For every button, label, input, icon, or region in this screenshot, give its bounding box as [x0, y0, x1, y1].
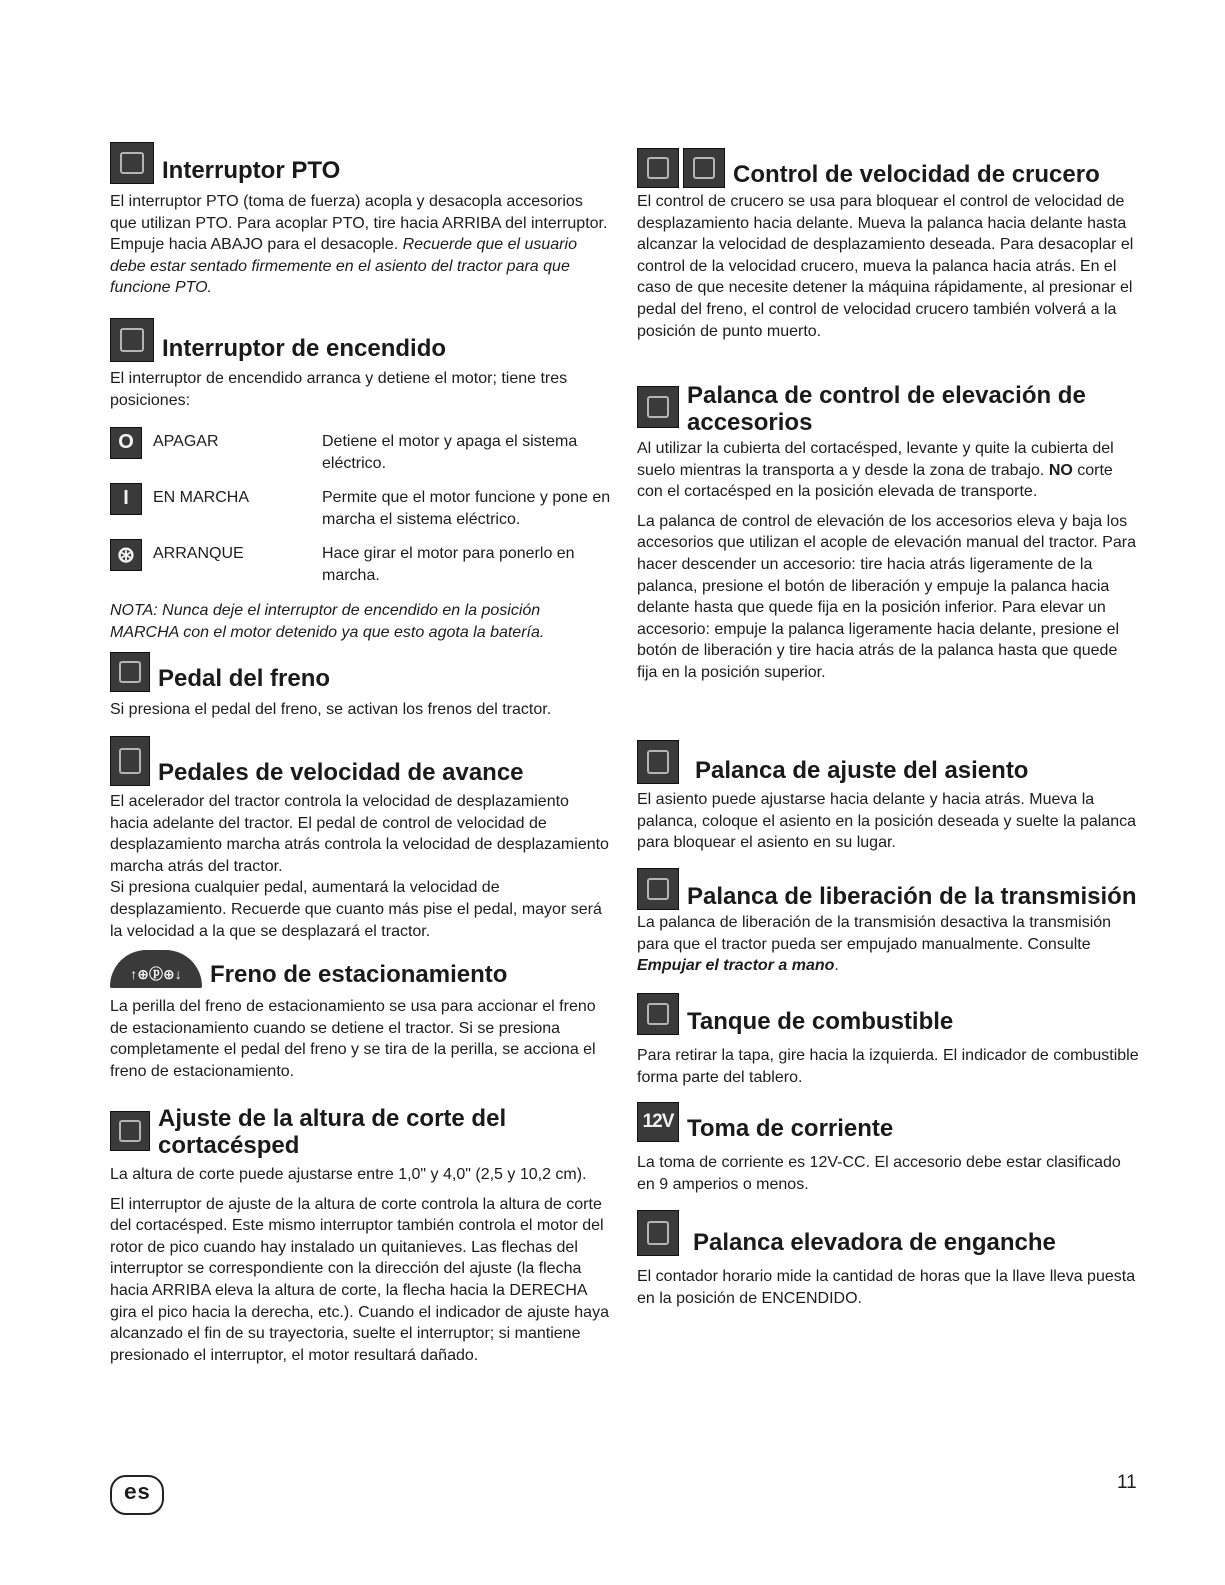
cruise-body: El control de crucero se usa para bloquear el control de velocidad de desplazamiento hacia delante. Mueva la palanca hacia delante hasta alcanzar la velocidad de desplazamiento deseada. Para desacoplar el control de la velocidad crucero, mueva la palanca hacia atrás. En el caso de que necesite detener la máquina rápidamente, al presionar el pedal del freno, el control de velocidad crucero también volverá a la posición de punto muerto.	[637, 193, 1134, 340]
transmission-title: Palanca de liberación de la transmisión	[687, 883, 1137, 910]
seat-title: Palanca de ajuste del asiento	[695, 757, 1029, 784]
section-pto	[110, 142, 610, 299]
ignition-position-off	[110, 427, 610, 477]
ignition-position-run	[110, 483, 610, 533]
push-tractor-link[interactable]: Empujar el tractor a mano	[637, 957, 835, 975]
cut-height-title: Ajuste de la altura de corte del cortacésped	[158, 1105, 507, 1159]
lift-body-1: Al utilizar la cubierta del cortacésped, levante y quite la cubierta del suelo mientras la transporta a y desde la zona de trabajo.	[637, 440, 1114, 479]
speed-pedals-body-2: Si presiona cualquier pedal, aumentará la velocidad de desplazamiento. Recuerde que cuanto más pise el pedal, mayor será la velocidad a la que se desplazará el tractor.	[110, 879, 602, 940]
power-outlet-body: La toma de corriente es 12V-CC. El accesorio debe estar clasificado en 9 amperios o menos.	[637, 1154, 1121, 1193]
brake-body: Si presiona el pedal del freno, se activan los frenos del tractor.	[110, 701, 552, 718]
ignition-position-start	[110, 539, 610, 589]
start-position-icon: ⊛	[110, 539, 142, 571]
fuel-tank-icon	[637, 993, 679, 1035]
parking-brake-title: Freno de estacionamiento	[210, 961, 508, 988]
page-number: 11	[1117, 1472, 1137, 1493]
section-power-outlet	[637, 1102, 1142, 1195]
lift-no-warning: NO	[1048, 461, 1073, 479]
fuel-body: Para retirar la tapa, gire hacia la izquierda. El indicador de combustible forma parte del tablero.	[637, 1047, 1139, 1086]
section-transmission: Palanca de liberación de la transmisión La palanca de liberación de la transmisión desactiva la transmisión para que el tractor pueda ser empujado manualmente. Consulte Empujar el tractor a mano.	[637, 868, 1142, 977]
speed-pedal-icon	[110, 736, 150, 786]
position-label: EN MARCHA	[153, 489, 250, 506]
brake-pedal-icon	[110, 652, 150, 692]
power-outlet-title: Toma de corriente	[687, 1115, 894, 1142]
position-label: ARRANQUE	[153, 545, 244, 562]
attachment-lift-icon	[637, 386, 679, 428]
hitch-lift-body: El contador horario mide la cantidad de horas que la llave lleva puesta en la posición de ENCENDIDO.	[637, 1268, 1136, 1307]
section-cut-height	[110, 1105, 610, 1366]
position-desc: Permite que el motor funcione y pone en marcha el sistema eléctrico.	[322, 489, 611, 528]
cut-height-body-1: La altura de corte puede ajustarse entre 1,0" y 4,0" (2,5 y 10,2 cm).	[110, 1166, 587, 1183]
lift-title: Palanca de control de elevación de accesorios	[687, 382, 1086, 436]
cruise-title: Control de velocidad de crucero	[733, 161, 1100, 188]
section-brake	[110, 652, 610, 721]
cruise-lock-icon	[683, 148, 725, 188]
ignition-start-icon	[110, 318, 154, 362]
section-parking-brake	[110, 950, 610, 1082]
transmission-body: La palanca de liberación de la transmisión desactiva la transmisión para que el tractor pueda ser empujado manualmente. Consulte	[637, 914, 1112, 953]
brake-title: Pedal del freno	[158, 665, 331, 692]
section-cruise	[637, 148, 1142, 342]
parking-brake-icon: ↑⊕ⓟ⊕↓	[110, 950, 202, 988]
ignition-body: El interruptor de encendido arranca y detiene el motor; tiene tres posiciones:	[110, 370, 568, 409]
hour-meter-icon	[637, 1210, 679, 1256]
ignition-title: Interruptor de encendido	[162, 335, 447, 362]
off-position-icon: O	[110, 427, 142, 459]
position-label: APAGAR	[153, 433, 219, 450]
parking-brake-body: La perilla del freno de estacionamiento se usa para accionar el freno de estacionamiento cuando se detiene el tractor. Si se presiona completamente el pedal del freno y se tira de la perilla, se acciona el freno de estacionamiento.	[110, 998, 596, 1080]
fuel-title: Tanque de combustible	[687, 1008, 954, 1035]
lift-body-2: La palanca de control de elevación de los accesorios eleva y baja los accesorios que utilizan el acople de elevación manual del tractor. Para hacer descender un accesorio: tire hacia atrás ligeramente de la palanca, presione el botón de liberación y empuje la palanca hacia delante hasta que quede fija en la posición inferior. Para elevar un accesorio: empuje la palanca ligeramente hacia delante, presione el botón de liberación y tire hacia atrás de la palanca hasta que quede fija en la posición superior.	[637, 512, 1136, 681]
section-seat	[637, 740, 1142, 854]
speed-pedals-title: Pedales de velocidad de avance	[158, 759, 524, 786]
seat-adjust-icon	[637, 740, 679, 784]
speed-pedals-body-1: El acelerador del tractor controla la velocidad de desplazamiento hacia adelante del tractor. El pedal de control de velocidad de desplazamiento marcha atrás controla la velocidad de desplazamiento marcha atrás del tractor.	[110, 793, 609, 875]
position-desc: Detiene el motor y apaga el sistema eléctrico.	[322, 433, 578, 472]
transmission-release-icon	[637, 868, 679, 910]
cut-height-body-2: El interruptor de ajuste de la altura de corte controla la altura de corte del cortacésped. Este mismo interruptor también controla el motor del rotor de pico cuando hay instalado un quitanieves. Las flechas del interruptor se correspondiente con la dirección del ajuste (la flecha hacia ARRIBA eleva la altura de corte, la flecha hacia la DERECHA gira el pico hacia la derecha, etc.). Cuando el indicador de ajuste haya alcanzado el fin de su trayectoria, suelte el interruptor; si mantiene presionado el interruptor, el motor resultará dañado.	[110, 1195, 609, 1364]
seat-body: El asiento puede ajustarse hacia delante y hacia atrás. Mueva la palanca, coloque el asiento en la posición deseada y suelte la palanca para bloquear el asiento en su lugar.	[637, 791, 1137, 852]
position-desc: Hace girar el motor para ponerlo en marcha.	[322, 545, 575, 584]
pto-note: Recuerde que el usuario debe estar sentado firmemente en el asiento del tractor para que funcione PTO.	[110, 236, 577, 297]
section-speed-pedals	[110, 736, 610, 942]
pto-title: Interruptor PTO	[162, 157, 341, 184]
ignition-note: NOTA: Nunca deje el interruptor de encendido en la posición MARCHA con el motor detenido ya que esto agota la batería.	[110, 602, 545, 641]
run-position-icon: I	[110, 483, 142, 515]
pto-body: El interruptor PTO (toma de fuerza) acopla y desacopla accesorios que utilizan PTO. Para acoplar PTO, tire hacia ARRIBA del interruptor. Empuje hacia ABAJO para el desacople.	[110, 193, 608, 254]
section-ignition	[110, 318, 610, 411]
section-fuel	[637, 993, 1142, 1088]
lift-body-1-end: corte con el cortacésped en la posición elevada de transporte.	[637, 461, 1113, 501]
pto-icon	[110, 142, 154, 184]
power-outlet-icon: 12V	[637, 1102, 679, 1142]
section-hitch-lift	[637, 1210, 1142, 1309]
section-lift	[637, 382, 1142, 684]
speed-icon	[637, 148, 679, 188]
cut-height-icon	[110, 1111, 150, 1151]
hitch-lift-title: Palanca elevadora de enganche	[693, 1229, 1056, 1256]
language-badge: es	[110, 1475, 164, 1515]
